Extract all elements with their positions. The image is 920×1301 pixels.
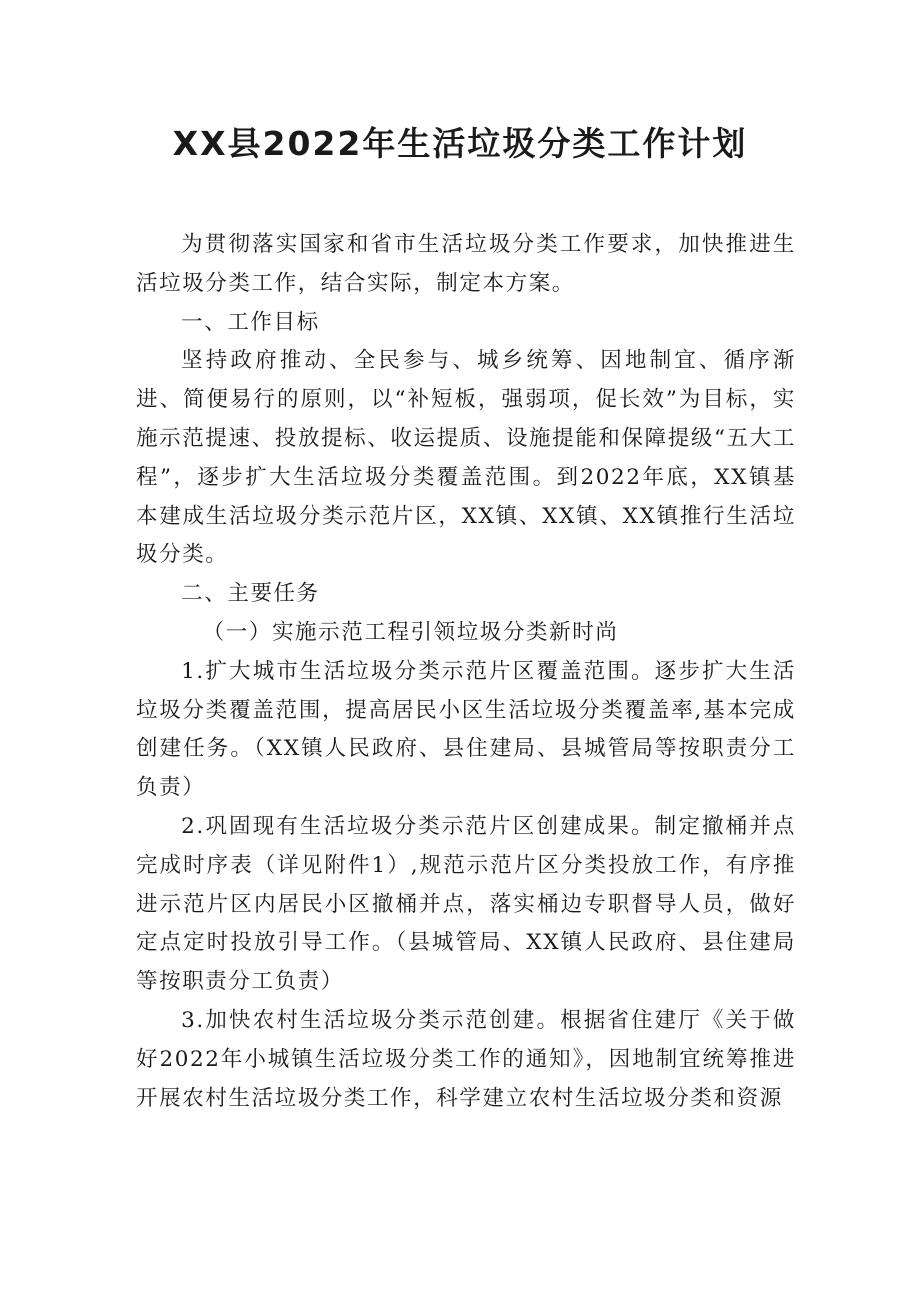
section-heading-goals: 一、工作目标: [181, 309, 320, 335]
goals-paragraph: 坚持政府推动、全民参与、城乡统筹、因地制宜、循序渐进、简便易行的原则，以“补短板，强弱项，促长效”为目标，实施示范提速、投放提标、收运提质、设施提能和保障提级“五大工程”，逐步扩大生活垃圾分类覆盖范围。到2022年底，XX镇基本建成生活垃圾分类示范片区，XX镇、XX镇、XX镇推行生活垃圾分类。: [136, 348, 796, 568]
document-body: [136, 226, 796, 1118]
task-item-2: 2.巩固现有生活垃圾分类示范片区创建成果。制定撤桶并点完成时序表（详见附件1）,规范示范片区分类投放工作，有序推进示范片区内居民小区撤桶并点，落实桶边专职督导人员，做好定点定时投放引导工作。（县城管局、XX镇人民政府、县住建局等按职责分工负责）: [136, 813, 796, 995]
intro-paragraph: 为贯彻落实国家和省市生活垃圾分类工作要求，加快推进生活垃圾分类工作，结合实际，制定本方案。: [136, 232, 796, 296]
subsection-heading-demo: （一）实施示范工程引领垃圾分类新时尚: [202, 619, 619, 645]
section-heading-tasks: 二、主要任务: [181, 581, 320, 607]
task-item-3: 3.加快农村生活垃圾分类示范创建。根据省住建厅《关于做好2022年小城镇生活垃圾分类工作的通知》，因地制宜统筹推进开展农村生活垃圾分类工作，科学建立农村生活垃圾分类和资源: [136, 1007, 796, 1111]
document-title: XX县2022年生活垃圾分类工作计划: [172, 124, 748, 163]
task-item-1: 1.扩大城市生活垃圾分类示范片区覆盖范围。逐步扩大生活垃圾分类覆盖范围，提高居民小区生活垃圾分类覆盖率,基本完成创建任务。（XX镇人民政府、县住建局、县城管局等按职责分工负责）: [136, 658, 796, 801]
